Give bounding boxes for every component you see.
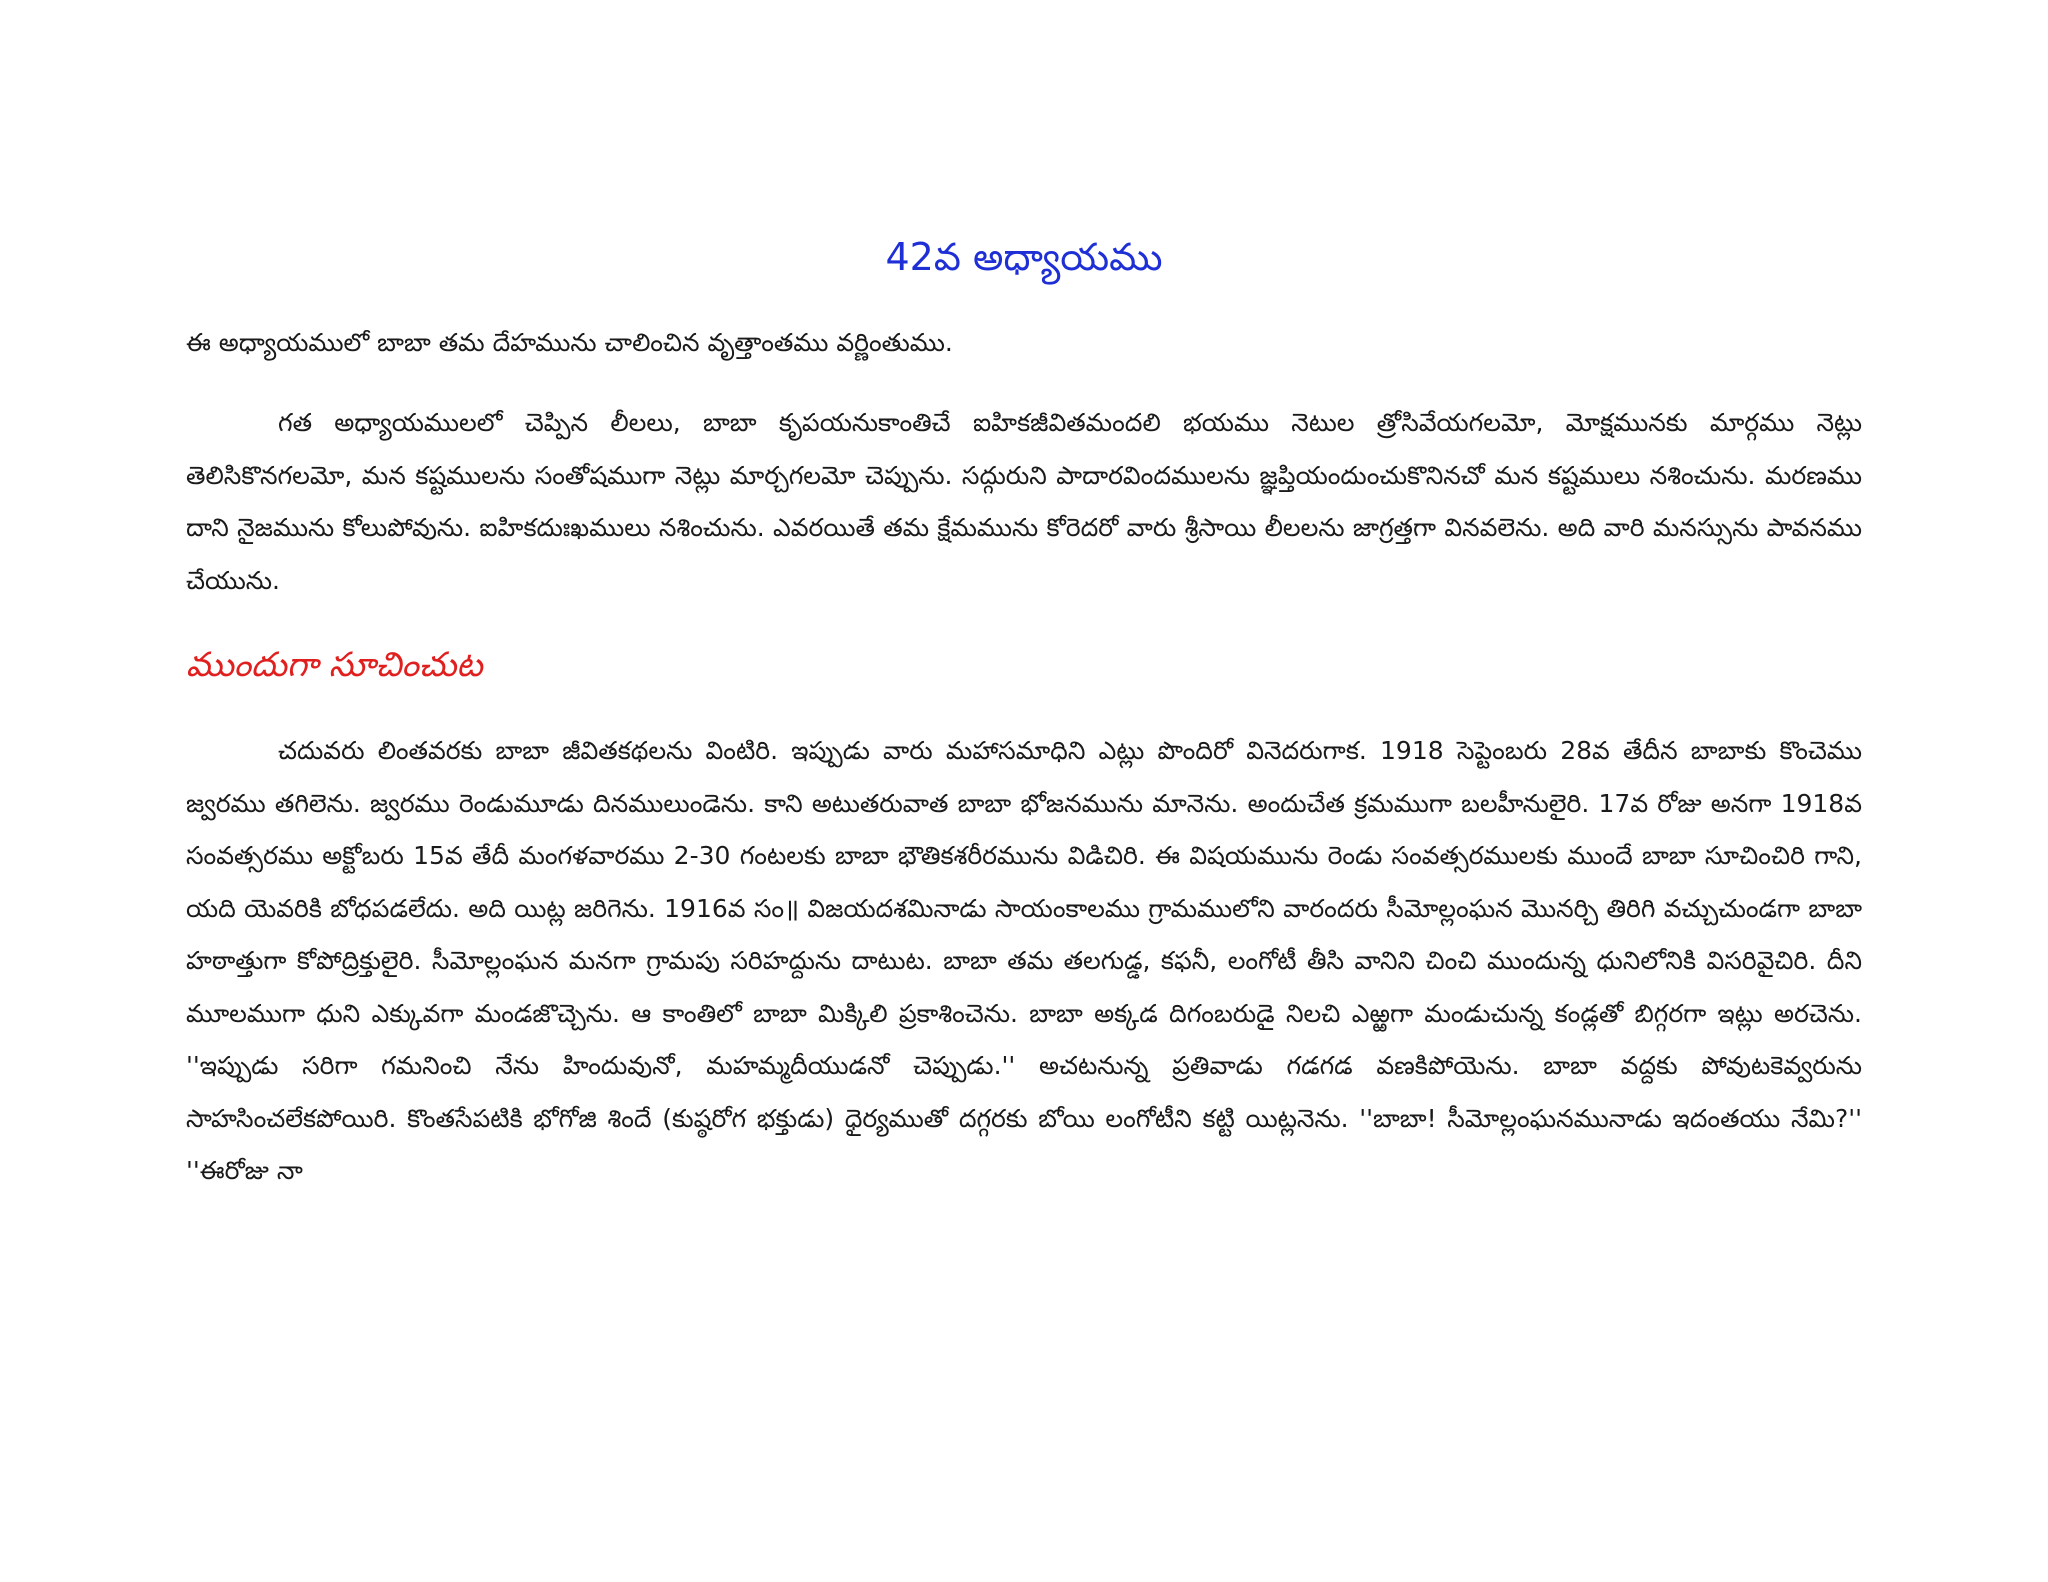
section-title: ముందుగా సూచించుట	[186, 645, 483, 685]
chapter-title: 42వ అధ్యాయము	[885, 235, 1163, 279]
chapter-paragraph: గత అధ్యాయములలో చెప్పిన లీలలు, బాబా కృపయనుకాంతిచే ఐహికజీవితమందలి భయము నెటుల త్రోసివేయగలమో, మోక్షమునకు మార్గము నెట్లు తెలిసికొనగలమో, మన కష్టములను సంతోషముగా నెట్లు మార్చగలమో చెప్పును. సద్గురుని పాదారవిందములను జ్ఞప్తియందుంచుకొనినచో మన కష్టములు నశించును. మరణము దాని నైజమును కోలుపోవును. ఐహికదుఃఖములు నశించును. ఎవరయితే తమ క్షేమమును కోరెదరో వారు శ్రీసాయి లీలలను జాగ్రత్తగా వినవలెను. అది వారి మనస్సును పావనము చేయును.	[186, 408, 1862, 595]
chapter-intro: ఈ అధ్యాయములో బాబా తమ దేహమును చాలించిన వృత్తాంతము వర్ణింతుము.	[186, 328, 953, 357]
document-page	[186, 225, 1862, 1198]
section-paragraph: చదువరు లింతవరకు బాబా జీవితకథలను వింటిరి. ఇప్పుడు వారు మహాసమాధిని ఎట్లు పొందిరో వినెదరుగాక. 1918 సెప్టెంబరు 28వ తేదీన బాబాకు కొంచెము జ్వరము తగిలెను. జ్వరము రెండుమూడు దినములుండెను. కాని అటుతరువాత బాబా భోజనమును మానెను. అందుచేత క్రమముగా బలహీనులైరి. 17వ రోజు అనగా 1918వ సంవత్సరము అక్టోబరు 15వ తేదీ మంగళవారము 2-30 గంటలకు బాబా భౌతికశరీరమును విడిచిరి. ఈ విషయమును రెండు సంవత్సరములకు ముందే బాబా సూచించిరి గాని, యది యెవరికి బోధపడలేదు. అది యిట్ల జరిగెను. 1916వ సం॥ విజయదశమినాడు సాయంకాలము గ్రామములోని వారందరు సీమోల్లంఘన మొనర్చి తిరిగి వచ్చుచుండగా బాబా హఠాత్తుగా కోపోద్రిక్తులైరి. సీమోల్లంఘన మనగా గ్రామపు సరిహద్దును దాటుట. బాబా తమ తలగుడ్డ, కఫనీ, లంగోటీ తీసి వానిని చించి ముందున్న ధునిలోనికి విసరివైచిరి. దీని మూలముగా ధుని ఎక్కువగా మండజొచ్చెను. ఆ కాంతిలో బాబా మిక్కిలి ప్రకాశించెను. బాబా అక్కడ దిగంబరుడై నిలచి ఎఱ్ఱగా మండుచున్న కండ్లతో బిగ్గరగా ఇట్లు అరచెను. ''ఇప్పుడు సరిగా గమనించి నేను హిందువునో, మహమ్మదీయుడనో చెప్పుడు.'' అచటనున్న ప్రతివాడు గడగడ వణకిపోయెను. బాబా వద్దకు పోవుటకెవ్వరును సాహసించలేకపోయిరి. కొంతసేపటికి భోగోజి శిందే (కుష్ఠరోగ భక్తుడు) ధైర్యముతో దగ్గరకు బోయి లంగోటీని కట్టి యిట్లనెను. ''బాబా! సీమోల్లంఘనమునాడు ఇదంతయు నేమి?'' ''ఈరోజు నా	[186, 736, 1862, 1185]
